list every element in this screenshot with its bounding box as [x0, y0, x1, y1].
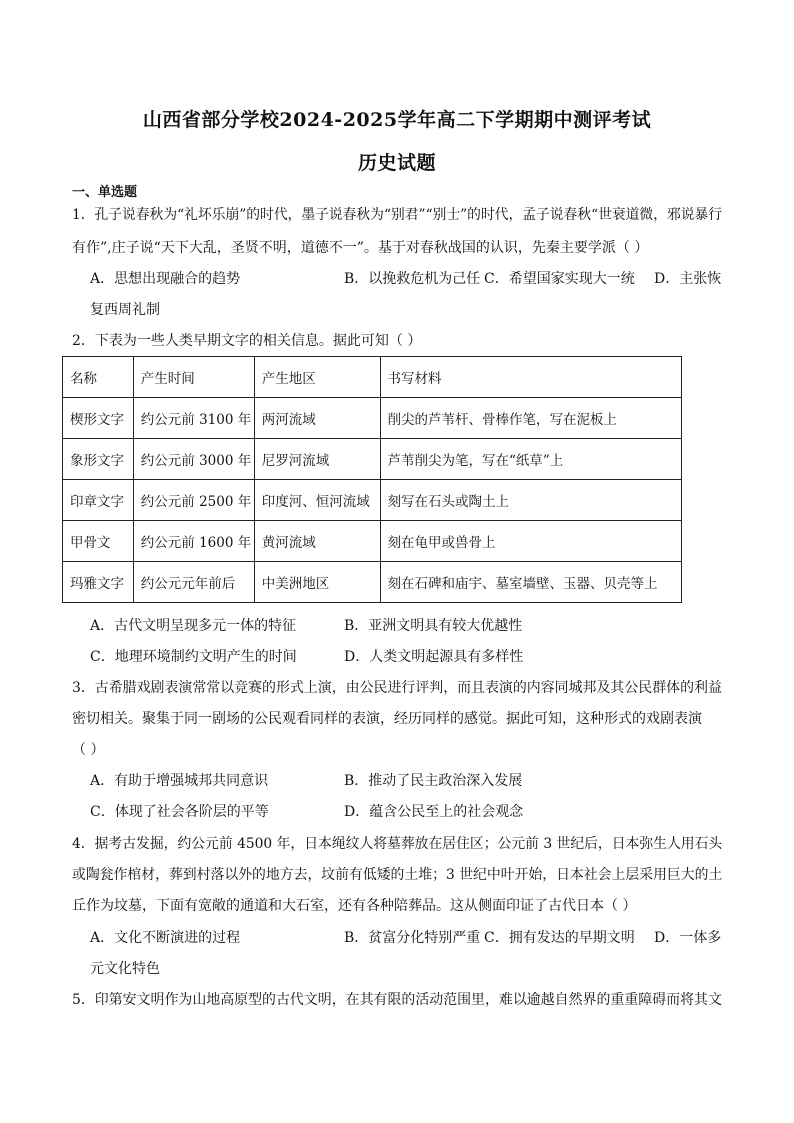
q1-option-b: B．以挽救危机为己任	[344, 271, 481, 287]
q3-stem-line-2: 密切相关。聚集于同一剧场的公民观看同样的表演，经历同样的感觉。据此可知，这种形式的戏剧表演	[72, 711, 702, 727]
table-cell: 约公元前 2500 年	[133, 480, 254, 521]
table-row	[63, 521, 682, 562]
q1-stem-line-1: 1．孔子说春秋为“礼坏乐崩”的时代，墨子说春秋为“别君”“别士”的时代，孟子说春秋“世衰道微，邪说暴行	[72, 207, 723, 223]
q1-option-d-continued: 复西周礼制	[90, 302, 160, 318]
table-row	[63, 398, 682, 439]
table-cell: 尼罗河流域	[254, 439, 380, 480]
table-cell: 黄河流域	[254, 521, 380, 562]
q4-option-d: D．一体多	[654, 930, 722, 946]
q1-stem-line-2: 有作”,庄子说“天下大乱，圣贤不明，道德不一”。基于对春秋战国的认识，先秦主要学派（ ）	[72, 240, 649, 256]
table-row	[63, 562, 682, 603]
table-cell: 芦苇削尖为笔，写在“纸草”上	[380, 439, 682, 480]
table-cell: 削尖的芦苇杆、骨棒作笔，写在泥板上	[380, 398, 682, 439]
table-header-cell: 书写材料	[380, 357, 682, 398]
q4-stem-line-1: 4．据考古发掘，约公元前 4500 年，日本绳纹人将墓葬放在居住区；公元前 3 世纪后，日本弥生人用石头	[72, 836, 723, 852]
table-cell: 印章文字	[63, 480, 134, 521]
q1-option-d: D．主张恢	[654, 271, 722, 287]
table-cell: 刻写在石头或陶土上	[380, 480, 682, 521]
q3-option-b: B．推动了民主政治深入发展	[344, 773, 523, 789]
table-cell: 刻在石碑和庙宇、墓室墙壁、玉器、贝壳等上	[380, 562, 682, 603]
q4-option-b: B．贫富分化特别严重	[344, 930, 481, 946]
q2-option-c: C．地理环境制约文明产生的时间	[90, 649, 297, 665]
table-cell: 印度河、恒河流域	[254, 480, 380, 521]
table-cell: 象形文字	[63, 439, 134, 480]
exam-subtitle: 历史试题	[357, 152, 436, 174]
q2-option-b: B．亚洲文明具有较大优越性	[344, 618, 523, 634]
table-cell: 玛雅文字	[63, 562, 134, 603]
table-cell: 刻在龟甲或兽骨上	[380, 521, 682, 562]
table-cell: 约公元前 3000 年	[133, 439, 254, 480]
q1-option-a: A．思想出现融合的趋势	[90, 271, 241, 287]
q3-stem-line-3: （ ）	[72, 742, 105, 758]
q4-option-c: C．拥有发达的早期文明	[484, 930, 635, 946]
q4-option-d-continued: 元文化特色	[90, 961, 160, 977]
q5-stem-line-1: 5．印第安文明作为山地高原型的古代文明，在其有限的活动范围里，难以逾越自然界的重重障碍而将其文	[72, 992, 722, 1008]
q4-stem-line-2: 或陶瓮作棺材，葬到村落以外的地方去，坟前有低矮的土堆；3 世纪中叶开始，日本社会上层采用巨大的土	[72, 867, 723, 883]
table-row	[63, 439, 682, 480]
exam-title: 山西省部分学校2024-2025学年高二下学期期中测评考试	[142, 109, 652, 131]
table-header-row	[63, 357, 682, 398]
q3-option-d: D．蕴含公民至上的社会观念	[344, 804, 524, 820]
q3-option-a: A．有助于增强城邦共同意识	[90, 773, 269, 789]
table-row	[63, 480, 682, 521]
q2-option-a: A．古代文明呈现多元一体的特征	[90, 618, 297, 634]
q1-option-c: C．希望国家实现大一统	[484, 271, 635, 287]
table-cell: 两河流域	[254, 398, 380, 439]
q3-option-c: C．体现了社会各阶层的平等	[90, 804, 269, 820]
table-cell: 甲骨文	[63, 521, 134, 562]
table-cell: 约公元元年前后	[133, 562, 254, 603]
q4-stem-line-3: 丘作为坟墓，下面有宽敞的通道和大石室，还有各种陪葬品。这从侧面印证了古代日本（ ）	[72, 898, 637, 914]
table-header-cell: 产生地区	[254, 357, 380, 398]
table-header-cell: 产生时间	[133, 357, 254, 398]
table-cell: 中美洲地区	[254, 562, 380, 603]
table-cell: 约公元前 3100 年	[133, 398, 254, 439]
writing-systems-table	[62, 356, 682, 603]
table-cell: 约公元前 1600 年	[133, 521, 254, 562]
q4-option-a: A．文化不断演进的过程	[90, 930, 241, 946]
q3-stem-line-1: 3．古希腊戏剧表演常常以竞赛的形式上演，由公民进行评判，而且表演的内容同城邦及其公民群体的利益	[72, 680, 722, 696]
q2-option-d: D．人类文明起源具有多样性	[344, 649, 524, 665]
table-header-cell: 名称	[63, 357, 134, 398]
section-heading: 一、单选题	[72, 185, 138, 200]
q2-stem: 2．下表为一些人类早期文字的相关信息。据此可知（ ）	[72, 333, 422, 349]
table-cell: 楔形文字	[63, 398, 134, 439]
